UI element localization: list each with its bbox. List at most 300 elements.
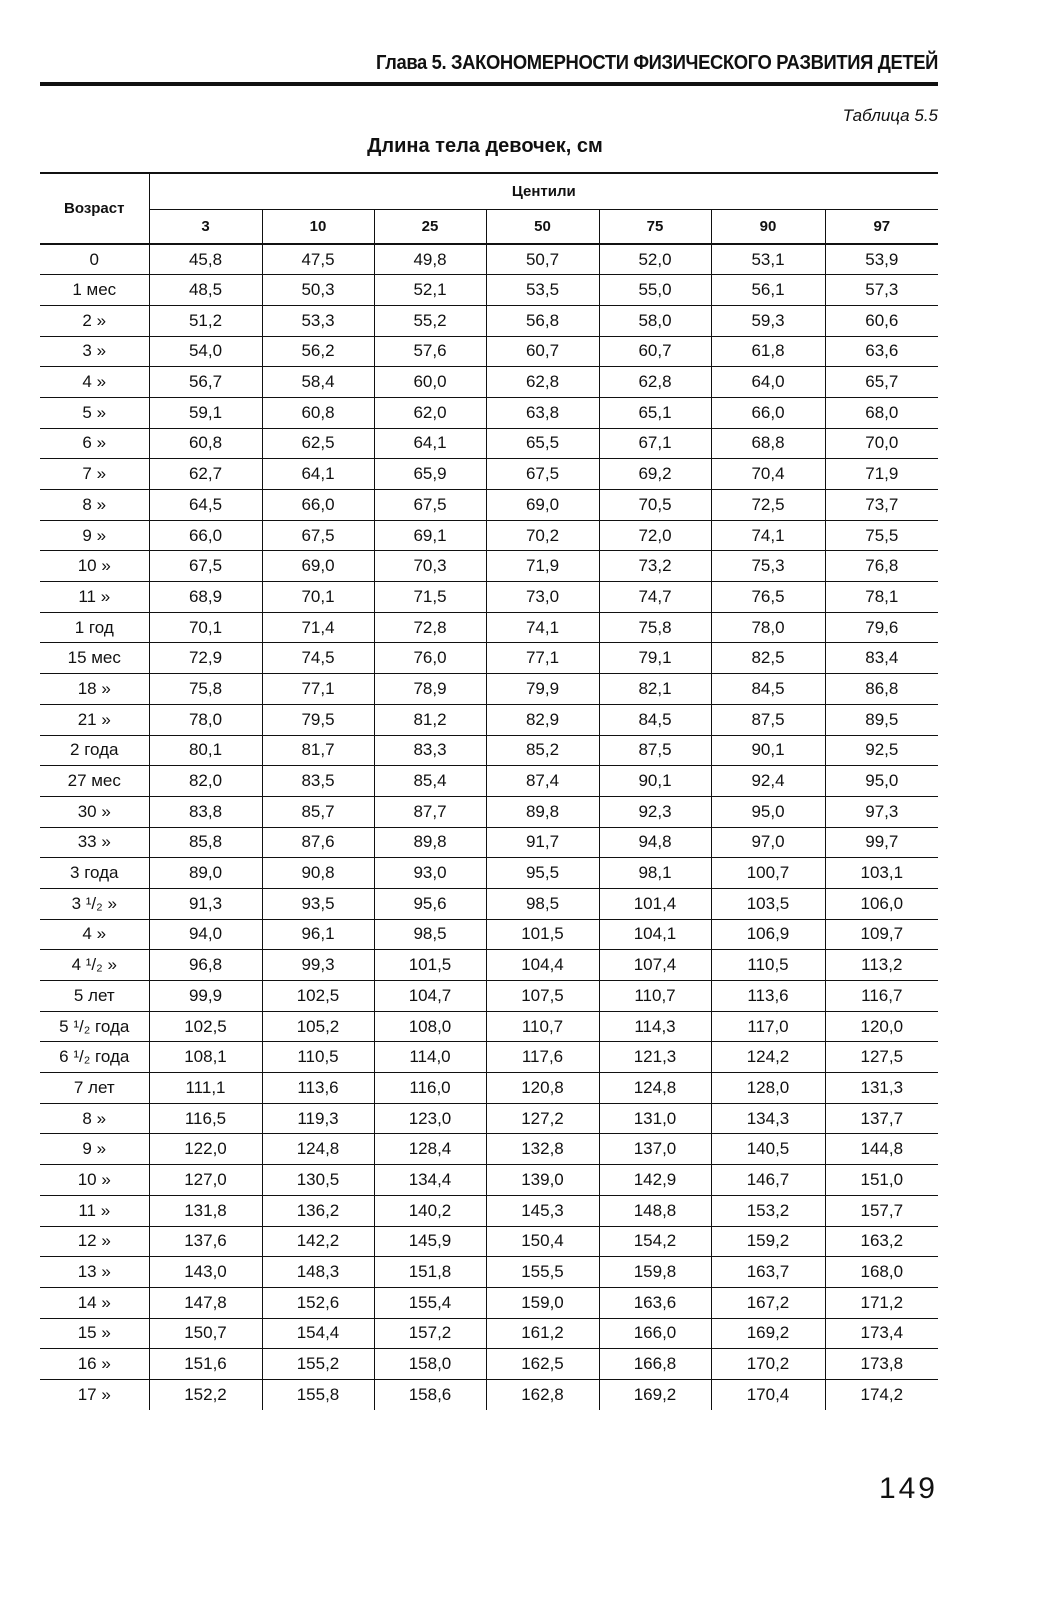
value-cell: 99,9 <box>149 981 262 1012</box>
value-cell: 131,0 <box>599 1103 711 1134</box>
value-cell: 82,5 <box>711 643 825 674</box>
value-cell: 63,6 <box>865 341 899 361</box>
value-cell: 137,6 <box>149 1226 262 1257</box>
value-cell: 71,9 <box>865 464 899 484</box>
table-row <box>40 1165 938 1196</box>
value-cell: 145,9 <box>374 1226 486 1257</box>
value-cell: 82,1 <box>599 674 711 705</box>
value-cell: 116,7 <box>861 985 903 1005</box>
table-row <box>40 459 938 490</box>
value-cell: 60,7 <box>599 336 711 367</box>
value-cell: 75,3 <box>711 551 825 582</box>
value-cell: 74,5 <box>262 643 374 674</box>
value-cell: 83,5 <box>262 766 374 797</box>
value-cell: 155,5 <box>486 1257 599 1288</box>
table-row <box>40 704 938 735</box>
table-row <box>40 582 938 613</box>
value-cell: 79,9 <box>486 674 599 705</box>
value-cell: 87,5 <box>599 735 711 766</box>
value-cell: 150,7 <box>149 1318 262 1349</box>
value-cell: 148,8 <box>599 1195 711 1226</box>
value-cell: 110,5 <box>711 950 825 981</box>
value-cell: 78,1 <box>865 586 899 606</box>
value-cell: 109,7 <box>860 924 904 944</box>
value-cell: 158,0 <box>374 1349 486 1380</box>
value-cell: 60,8 <box>262 397 374 428</box>
table-row <box>40 1073 938 1104</box>
value-cell: 66,0 <box>262 490 374 521</box>
value-cell: 148,3 <box>262 1257 374 1288</box>
value-cell: 93,5 <box>262 888 374 919</box>
table-body <box>40 244 938 1410</box>
table-row <box>40 1103 938 1134</box>
value-cell: 151,8 <box>374 1257 486 1288</box>
value-cell: 152,2 <box>149 1379 262 1410</box>
value-cell: 157,2 <box>374 1318 486 1349</box>
table-row <box>40 858 938 889</box>
value-cell: 95,0 <box>711 796 825 827</box>
table-row <box>40 1287 938 1318</box>
value-cell: 69,0 <box>262 551 374 582</box>
value-cell: 91,3 <box>149 888 262 919</box>
value-cell: 69,2 <box>599 459 711 490</box>
value-cell: 74,1 <box>711 520 825 551</box>
value-cell: 113,6 <box>262 1073 374 1104</box>
value-cell: 53,5 <box>486 275 599 306</box>
table-row <box>40 1195 938 1226</box>
value-cell: 62,5 <box>262 428 374 459</box>
value-cell: 79,5 <box>262 704 374 735</box>
value-cell: 132,8 <box>486 1134 599 1165</box>
value-cell: 150,4 <box>486 1226 599 1257</box>
value-cell: 71,5 <box>374 582 486 613</box>
value-cell: 74,1 <box>486 612 599 643</box>
value-cell: 84,5 <box>711 674 825 705</box>
value-cell: 70,5 <box>599 490 711 521</box>
value-cell: 60,7 <box>486 336 599 367</box>
table-row <box>40 1226 938 1257</box>
centile-header: 3 <box>149 209 262 244</box>
value-cell: 114,0 <box>374 1042 486 1073</box>
value-cell: 85,8 <box>149 827 262 858</box>
value-cell: 159,8 <box>599 1257 711 1288</box>
value-cell: 78,0 <box>149 704 262 735</box>
age-cell: 5 ¹/₂ года <box>40 1011 149 1042</box>
value-cell: 107,4 <box>599 950 711 981</box>
value-cell: 111,1 <box>149 1073 262 1104</box>
value-cell: 171,2 <box>860 1292 904 1312</box>
table-row <box>40 551 938 582</box>
value-cell: 81,7 <box>262 735 374 766</box>
value-cell: 120,8 <box>486 1073 599 1104</box>
value-cell: 110,7 <box>486 1011 599 1042</box>
age-cell: 3 года <box>40 858 149 889</box>
age-cell: 10 » <box>40 1165 149 1196</box>
table-row <box>40 428 938 459</box>
value-cell: 55,2 <box>374 305 486 336</box>
value-cell: 98,5 <box>374 919 486 950</box>
value-cell: 86,8 <box>865 678 899 698</box>
value-cell: 94,0 <box>149 919 262 950</box>
value-cell: 108,1 <box>149 1042 262 1073</box>
value-cell: 56,8 <box>486 305 599 336</box>
value-cell: 124,8 <box>262 1134 374 1165</box>
age-cell: 10 » <box>40 551 149 582</box>
value-cell: 62,0 <box>374 397 486 428</box>
age-cell: 7 » <box>40 459 149 490</box>
value-cell: 137,0 <box>599 1134 711 1165</box>
age-cell: 5 лет <box>40 981 149 1012</box>
value-cell: 98,1 <box>599 858 711 889</box>
value-cell: 60,0 <box>374 367 486 398</box>
table-row <box>40 367 938 398</box>
value-cell: 90,1 <box>599 766 711 797</box>
age-cell: 15 » <box>40 1318 149 1349</box>
value-cell: 151,0 <box>860 1169 904 1189</box>
value-cell: 64,5 <box>149 490 262 521</box>
centile-header: 75 <box>599 209 711 244</box>
age-cell: 3 ¹/₂ » <box>40 888 149 919</box>
age-cell: 17 » <box>40 1379 149 1410</box>
value-cell: 79,1 <box>599 643 711 674</box>
table-row <box>40 275 938 306</box>
value-cell: 62,7 <box>149 459 262 490</box>
age-cell: 8 » <box>40 1103 149 1134</box>
value-cell: 95,5 <box>486 858 599 889</box>
value-cell: 80,1 <box>149 735 262 766</box>
value-cell: 95,6 <box>374 888 486 919</box>
value-cell: 66,0 <box>149 520 262 551</box>
value-cell: 75,5 <box>865 525 899 545</box>
value-cell: 58,0 <box>599 305 711 336</box>
value-cell: 142,2 <box>262 1226 374 1257</box>
value-cell: 68,9 <box>149 582 262 613</box>
centile-header: 25 <box>374 209 486 244</box>
value-cell: 145,3 <box>486 1195 599 1226</box>
age-cell: 33 » <box>40 827 149 858</box>
value-cell: 107,5 <box>486 981 599 1012</box>
table-title: Длина тела девочек, см <box>367 135 603 157</box>
table-row <box>40 919 938 950</box>
value-cell: 90,1 <box>711 735 825 766</box>
value-cell: 76,8 <box>865 556 899 576</box>
age-cell: 11 » <box>40 582 149 613</box>
value-cell: 66,0 <box>711 397 825 428</box>
value-cell: 161,2 <box>486 1318 599 1349</box>
value-cell: 104,1 <box>599 919 711 950</box>
value-cell: 101,5 <box>374 950 486 981</box>
value-cell: 71,4 <box>262 612 374 643</box>
age-cell: 6 ¹/₂ года <box>40 1042 149 1073</box>
value-cell: 65,1 <box>599 397 711 428</box>
value-cell: 139,0 <box>486 1165 599 1196</box>
value-cell: 169,2 <box>711 1318 825 1349</box>
table-row <box>40 1318 938 1349</box>
value-cell: 140,5 <box>711 1134 825 1165</box>
age-cell: 4 ¹/₂ » <box>40 950 149 981</box>
age-cell: 30 » <box>40 796 149 827</box>
value-cell: 70,4 <box>711 459 825 490</box>
value-cell: 64,1 <box>262 459 374 490</box>
value-cell: 81,2 <box>374 704 486 735</box>
value-cell: 92,4 <box>711 766 825 797</box>
age-cell: 16 » <box>40 1349 149 1380</box>
value-cell: 102,5 <box>262 981 374 1012</box>
table-row <box>40 612 938 643</box>
value-cell: 163,7 <box>711 1257 825 1288</box>
value-cell: 113,6 <box>711 981 825 1012</box>
value-cell: 97,3 <box>865 801 899 821</box>
value-cell: 84,5 <box>599 704 711 735</box>
value-cell: 170,2 <box>711 1349 825 1380</box>
age-cell: 9 » <box>40 520 149 551</box>
age-cell: 4 » <box>40 367 149 398</box>
value-cell: 116,0 <box>374 1073 486 1104</box>
value-cell: 70,2 <box>486 520 599 551</box>
value-cell: 117,0 <box>711 1011 825 1042</box>
age-cell: 2 года <box>40 735 149 766</box>
value-cell: 104,4 <box>486 950 599 981</box>
table-label: Таблица 5.5 <box>842 106 938 125</box>
value-cell: 56,2 <box>262 336 374 367</box>
age-cell: 3 » <box>40 336 149 367</box>
age-cell: 21 » <box>40 704 149 735</box>
value-cell: 104,7 <box>374 981 486 1012</box>
value-cell: 169,2 <box>599 1379 711 1410</box>
value-cell: 102,5 <box>149 1011 262 1042</box>
value-cell: 167,2 <box>711 1287 825 1318</box>
value-cell: 121,3 <box>599 1042 711 1073</box>
table-row <box>40 950 938 981</box>
value-cell: 68,8 <box>711 428 825 459</box>
value-cell: 56,7 <box>149 367 262 398</box>
table-row <box>40 1011 938 1042</box>
value-cell: 57,3 <box>865 280 899 300</box>
value-cell: 73,7 <box>865 494 899 514</box>
value-cell: 72,9 <box>149 643 262 674</box>
value-cell: 69,0 <box>486 490 599 521</box>
value-cell: 99,7 <box>865 832 899 852</box>
value-cell: 155,2 <box>262 1349 374 1380</box>
value-cell: 101,5 <box>486 919 599 950</box>
value-cell: 57,6 <box>374 336 486 367</box>
value-cell: 61,8 <box>711 336 825 367</box>
centiles-group-header: Центили <box>149 173 938 209</box>
value-cell: 47,5 <box>262 244 374 275</box>
table-row <box>40 888 938 919</box>
value-cell: 173,4 <box>860 1323 904 1343</box>
table-row <box>40 490 938 521</box>
value-cell: 85,7 <box>262 796 374 827</box>
value-cell: 50,7 <box>486 244 599 275</box>
value-cell: 71,9 <box>486 551 599 582</box>
value-cell: 106,9 <box>711 919 825 950</box>
value-cell: 78,9 <box>374 674 486 705</box>
value-cell: 52,1 <box>374 275 486 306</box>
value-cell: 89,5 <box>865 709 899 729</box>
value-cell: 85,2 <box>486 735 599 766</box>
value-cell: 70,1 <box>149 612 262 643</box>
age-cell: 13 » <box>40 1257 149 1288</box>
value-cell: 154,4 <box>262 1318 374 1349</box>
value-cell: 128,0 <box>711 1073 825 1104</box>
value-cell: 170,4 <box>711 1379 825 1410</box>
age-cell: 18 » <box>40 674 149 705</box>
age-cell: 8 » <box>40 490 149 521</box>
value-cell: 94,8 <box>599 827 711 858</box>
centile-header: 90 <box>711 209 825 244</box>
value-cell: 120,0 <box>860 1016 904 1036</box>
value-cell: 116,5 <box>149 1103 262 1134</box>
table-row <box>40 520 938 551</box>
table-row <box>40 796 938 827</box>
table-row <box>40 336 938 367</box>
value-cell: 58,4 <box>262 367 374 398</box>
value-cell: 53,3 <box>262 305 374 336</box>
value-cell: 82,9 <box>486 704 599 735</box>
value-cell: 155,4 <box>374 1287 486 1318</box>
value-cell: 162,8 <box>486 1379 599 1410</box>
value-cell: 99,3 <box>262 950 374 981</box>
age-cell: 0 <box>40 244 149 275</box>
value-cell: 67,1 <box>599 428 711 459</box>
value-cell: 101,4 <box>599 888 711 919</box>
value-cell: 122,0 <box>149 1134 262 1165</box>
value-cell: 106,0 <box>860 893 904 913</box>
value-cell: 59,1 <box>149 397 262 428</box>
value-cell: 87,6 <box>262 827 374 858</box>
value-cell: 100,7 <box>711 858 825 889</box>
value-cell: 162,5 <box>486 1349 599 1380</box>
value-cell: 159,0 <box>486 1287 599 1318</box>
value-cell: 65,7 <box>865 372 899 392</box>
value-cell: 113,2 <box>861 955 903 975</box>
value-cell: 87,7 <box>374 796 486 827</box>
age-cell: 1 мес <box>40 275 149 306</box>
centile-header: 10 <box>262 209 374 244</box>
value-cell: 92,3 <box>599 796 711 827</box>
value-cell: 151,6 <box>149 1349 262 1380</box>
age-cell: 2 » <box>40 305 149 336</box>
value-cell: 130,5 <box>262 1165 374 1196</box>
value-cell: 108,0 <box>374 1011 486 1042</box>
value-cell: 83,3 <box>374 735 486 766</box>
table-row <box>40 397 938 428</box>
table-row <box>40 244 938 275</box>
value-cell: 117,6 <box>486 1042 599 1073</box>
table-row <box>40 1257 938 1288</box>
value-cell: 79,6 <box>865 617 899 637</box>
table-row <box>40 827 938 858</box>
value-cell: 82,0 <box>149 766 262 797</box>
value-cell: 128,4 <box>374 1134 486 1165</box>
table-row <box>40 1349 938 1380</box>
value-cell: 51,2 <box>149 305 262 336</box>
height-centile-table <box>40 172 938 1410</box>
value-cell: 76,5 <box>711 582 825 613</box>
value-cell: 168,0 <box>860 1262 904 1282</box>
age-cell: 4 » <box>40 919 149 950</box>
age-cell: 9 » <box>40 1134 149 1165</box>
table-row <box>40 643 938 674</box>
value-cell: 124,2 <box>711 1042 825 1073</box>
value-cell: 56,1 <box>711 275 825 306</box>
value-cell: 67,5 <box>149 551 262 582</box>
value-cell: 72,0 <box>599 520 711 551</box>
value-cell: 134,3 <box>711 1103 825 1134</box>
value-cell: 103,5 <box>711 888 825 919</box>
centile-header: 50 <box>486 209 599 244</box>
value-cell: 85,4 <box>374 766 486 797</box>
value-cell: 76,0 <box>374 643 486 674</box>
value-cell: 62,8 <box>599 367 711 398</box>
value-cell: 87,4 <box>486 766 599 797</box>
header-rule <box>40 82 938 86</box>
value-cell: 155,8 <box>262 1379 374 1410</box>
value-cell: 127,0 <box>149 1165 262 1196</box>
value-cell: 147,8 <box>149 1287 262 1318</box>
value-cell: 153,2 <box>711 1195 825 1226</box>
value-cell: 52,0 <box>599 244 711 275</box>
value-cell: 70,0 <box>865 433 899 453</box>
value-cell: 49,8 <box>374 244 486 275</box>
value-cell: 137,7 <box>860 1108 904 1128</box>
value-cell: 96,1 <box>262 919 374 950</box>
value-cell: 78,0 <box>711 612 825 643</box>
value-cell: 83,8 <box>149 796 262 827</box>
value-cell: 89,8 <box>374 827 486 858</box>
age-cell: 5 » <box>40 397 149 428</box>
value-cell: 163,6 <box>599 1287 711 1318</box>
value-cell: 144,8 <box>860 1139 904 1159</box>
value-cell: 77,1 <box>262 674 374 705</box>
value-cell: 59,3 <box>711 305 825 336</box>
value-cell: 92,5 <box>865 740 899 760</box>
value-cell: 174,2 <box>860 1385 904 1405</box>
value-cell: 64,1 <box>374 428 486 459</box>
value-cell: 89,8 <box>486 796 599 827</box>
table-row <box>40 674 938 705</box>
value-cell: 154,2 <box>599 1226 711 1257</box>
value-cell: 67,5 <box>486 459 599 490</box>
age-cell: 6 » <box>40 428 149 459</box>
value-cell: 87,5 <box>711 704 825 735</box>
value-cell: 158,6 <box>374 1379 486 1410</box>
value-cell: 77,1 <box>486 643 599 674</box>
value-cell: 75,8 <box>149 674 262 705</box>
value-cell: 134,4 <box>374 1165 486 1196</box>
value-cell: 72,5 <box>711 490 825 521</box>
value-cell: 73,0 <box>486 582 599 613</box>
value-cell: 72,8 <box>374 612 486 643</box>
value-cell: 91,7 <box>486 827 599 858</box>
value-cell: 60,6 <box>865 310 899 330</box>
value-cell: 60,8 <box>149 428 262 459</box>
value-cell: 119,3 <box>262 1103 374 1134</box>
value-cell: 127,5 <box>860 1047 904 1067</box>
value-cell: 123,0 <box>374 1103 486 1134</box>
age-cell: 14 » <box>40 1287 149 1318</box>
value-cell: 90,8 <box>262 858 374 889</box>
table-row <box>40 735 938 766</box>
value-cell: 69,1 <box>374 520 486 551</box>
value-cell: 143,0 <box>149 1257 262 1288</box>
table-row <box>40 1042 938 1073</box>
value-cell: 70,1 <box>262 582 374 613</box>
value-cell: 50,3 <box>262 275 374 306</box>
value-cell: 103,1 <box>860 863 904 883</box>
age-cell: 11 » <box>40 1195 149 1226</box>
